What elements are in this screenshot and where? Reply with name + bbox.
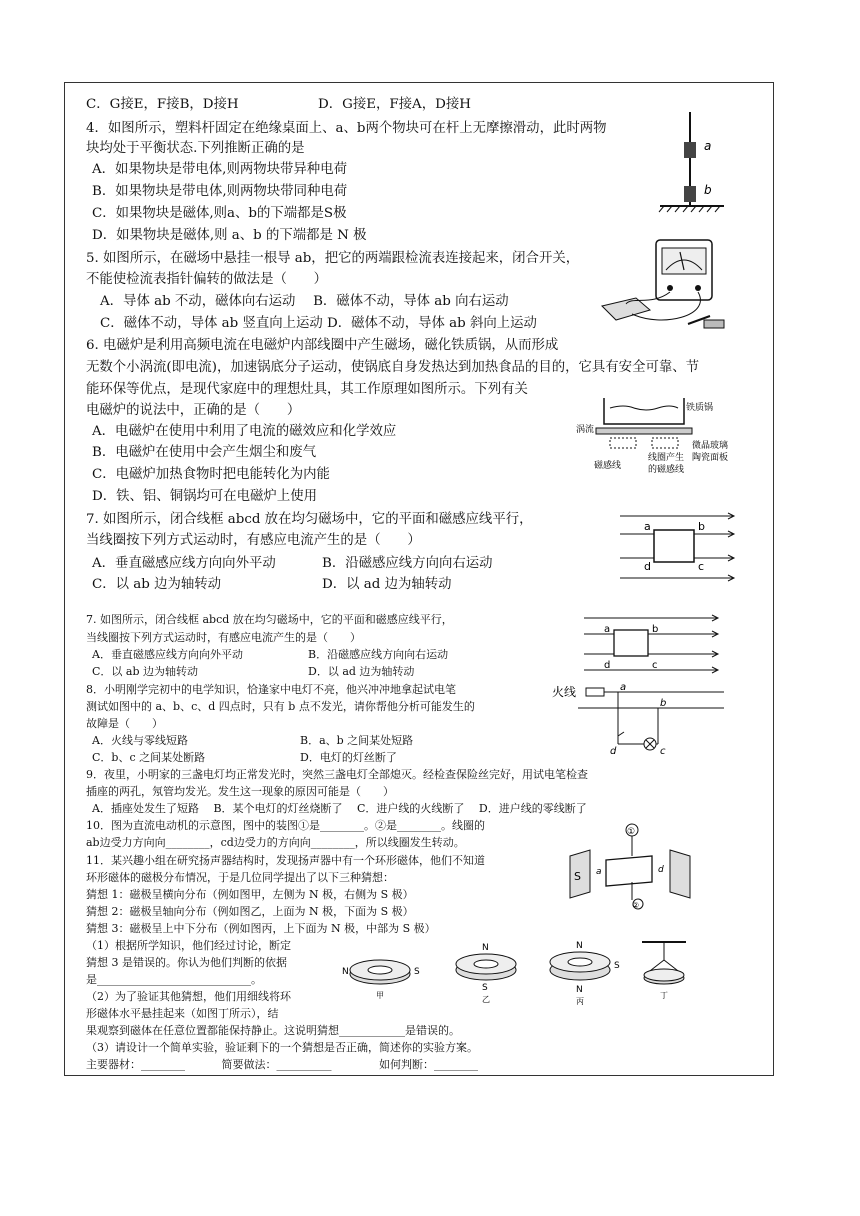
block-b <box>684 186 696 202</box>
rod-label-b: b <box>704 183 712 197</box>
cooker-label-fieldline: 磁感线 <box>594 461 622 471</box>
q5-stem-2: 不能使检流表指针偏转的做法是（ ） <box>86 272 328 287</box>
q8-option-b: B．a、b 之间某处短路 <box>300 734 414 747</box>
frame2-label-d: d <box>604 660 611 671</box>
frame2-label-c: c <box>652 660 658 671</box>
q8-stem: 8．小明刚学完初中的电学知识，恰逢家中电灯不亮，他兴冲冲地拿起试电笔 <box>86 683 456 696</box>
motor-label-s: S <box>574 870 581 883</box>
q5-options-cd: C．磁体不动，导体 ab 竖直向上运动 D．磁体不动，导体 ab 斜向上运动 <box>100 316 537 331</box>
magnet-jia-caption: 甲 <box>376 991 384 1000</box>
q6-option-c: C．电磁炉加热食物时把电能转化为内能 <box>92 467 330 482</box>
q7b-stem-2: 当线圈按下列方式运动时，有感应电流产生的是（ ） <box>86 631 361 644</box>
q11-guess-1: 猜想 1：磁极呈横向分布（例如图甲，左侧为 N 极，右侧为 S 极） <box>86 888 414 901</box>
magnet-ding-caption: 丁 <box>660 991 668 1000</box>
q5-options-ab: A．导体 ab 不动，磁体向右运动 B．磁体不动，导体 ab 向右运动 <box>100 294 509 309</box>
circuit-label-c: c <box>660 746 666 754</box>
q8-option-c: C．b、c 之间某处断路 <box>92 751 206 764</box>
q11-guess-3: 猜想 3：磁极呈上中下分布（例如图丙，上下面为 N 极，中部为 S 极） <box>86 922 436 935</box>
q11-part1: （1）根据所学知识，他们经过讨论，断定 <box>86 939 291 952</box>
q6-option-d: D．铁、铝、铜锅均可在电磁炉上使用 <box>92 489 317 504</box>
q4-option-b: B．如果物块是带电体,则两物块带同种电荷 <box>92 184 348 199</box>
q11-part1-2: 猜想 3 是错误的。你认为他们判断的依据 <box>86 956 287 969</box>
q11-guess-2: 猜想 2：磁极呈轴向分布（例如图乙，上面为 N 极，下面为 S 极） <box>86 905 414 918</box>
q4-option-c: C．如果物块是磁体,则a、b的下端都是S极 <box>92 206 347 221</box>
q10-stem-2: ab边受力方向向________，cd边受力的方向向________，所以线圈发生转动。 <box>86 836 465 849</box>
q7-option-b: B．沿磁感应线方向向右运动 <box>322 556 493 571</box>
cooker-label-panel: 陶瓷面板 <box>692 453 729 463</box>
frame-label-d: d <box>644 560 651 573</box>
frame-label-c: c <box>698 560 705 573</box>
q4-option-d: D．如果物块是磁体,则 a、b 的下端都是 N 极 <box>92 228 367 243</box>
block-a <box>684 142 696 158</box>
magnet-bing-n-bottom: N <box>576 985 583 995</box>
q9-stem: 9．夜里，小明家的三盏电灯均正常发光时，突然三盏电灯全部熄灭。经检查保险丝完好，用试电笔检查 <box>86 768 588 781</box>
frame-field-figure-small <box>582 612 722 678</box>
magnet-bing-n-top: N <box>576 941 583 951</box>
q4-stem-2: 块均处于平衡状态.下列推断正确的是 <box>86 141 305 156</box>
motor-label-1: ① <box>627 827 636 837</box>
cooker-label-glass: 微晶玻璃 <box>692 441 729 451</box>
frame-field-figure <box>616 508 740 586</box>
q8-option-d: D．电灯的灯丝断了 <box>300 751 397 764</box>
circuit-figure <box>552 682 732 754</box>
cooker-label-coil2: 的磁感线 <box>648 465 685 475</box>
q8-stem-2: 测试如图中的 a、b、c、d 四点时，只有 b 点不发光，请你帮他分析可能发生的 <box>86 700 475 713</box>
motor-figure <box>566 822 696 910</box>
q7-option-c: C．以 ab 边为轴转动 <box>92 577 222 592</box>
q6-stem-4: 电磁炉的说法中，正确的是（ ） <box>86 403 301 418</box>
q7b-option-c: C．以 ab 边为轴转动 <box>92 665 199 678</box>
q8-stem-3: 故障是（ ） <box>86 717 163 730</box>
q4-option-a: A．如果物块是带电体,则两物块带异种电荷 <box>92 162 347 177</box>
q11-part2-3: 果观察到磁体在任意位置都能保持静止。这说明猜想____________是错误的。 <box>86 1024 460 1037</box>
magnet-jia-s: S <box>414 967 420 977</box>
q11-part1-3: 是____________________________。 <box>86 973 262 986</box>
magnet-jia-n: N <box>342 967 349 977</box>
frame2-label-b: b <box>652 624 659 635</box>
induction-cooker-figure <box>574 392 744 482</box>
q11-stem-2: 环形磁体的磁极分布情况，于是几位同学提出了以下三种猜想： <box>86 871 394 884</box>
galvanometer-figure <box>592 236 738 336</box>
q7b-stem: 7. 如图所示，闭合线框 abcd 放在均匀磁场中，它的平面和磁感应线平行， <box>86 613 453 626</box>
q6-stem-2: 无数个小涡流(即电流)，加速锅底分子运动，使锅底自身发热达到加热食品的目的，它具有安全可靠、节 <box>86 360 700 375</box>
q11-part2-2: 形磁体水平悬挂起来（如图丁所示），结 <box>86 1007 279 1020</box>
q3-option-c: C．G接E，F接B，D接H <box>86 97 239 112</box>
frame2-label-a: a <box>604 624 611 635</box>
q7b-option-a: A．垂直磁感应线方向向外平动 <box>92 648 243 661</box>
q3-option-d: D．G接E，F接A，D接H <box>318 97 471 112</box>
cooker-label-coil1: 线圈产生 <box>648 453 685 463</box>
q6-option-b: B．电磁炉在使用中会产生烟尘和废气 <box>92 445 317 460</box>
q8-option-a: A．火线与零线短路 <box>92 734 188 747</box>
q11-part2: （2）为了验证其他猜想，他们用细线将环 <box>86 990 291 1003</box>
q7b-option-d: D．以 ad 边为轴转动 <box>308 665 415 678</box>
magnet-yi-n: N <box>482 943 489 953</box>
q10-stem: 10．图为直流电动机的示意图，图中的装图①是________。②是________。线圈的 <box>86 819 485 832</box>
magnet-bing-s: S <box>614 961 620 971</box>
frame-label-b: b <box>698 520 705 533</box>
q7b-option-b: B．沿磁感应线方向向右运动 <box>308 648 449 661</box>
q7-option-d: D．以 ad 边为轴转动 <box>322 577 452 592</box>
cooker-label-eddy: 涡流 <box>576 425 595 435</box>
q7-option-a: A．垂直磁感应线方向向外平动 <box>92 556 276 571</box>
cooker-label-pot: 铁质锅 <box>686 403 714 413</box>
circuit-label-a: a <box>620 682 627 693</box>
q11-part3-2: 主要器材：________ 简要做法：__________ 如何判断：________ <box>86 1058 478 1071</box>
q11-part3: （3）请设计一个简单实验，验证剩下的一个猜想是否正确，简述你的实验方案。 <box>86 1041 478 1054</box>
circuit-label-d: d <box>610 746 617 754</box>
rod-label-a: a <box>704 139 712 153</box>
q6-stem: 6. 电磁炉是利用高频电流在电磁炉内部线圈中产生磁场，磁化铁质锅，从而形成 <box>86 338 559 353</box>
motor-label-a: a <box>596 867 602 877</box>
frame-label-a: a <box>644 520 651 533</box>
q11-stem: 11．某兴趣小组在研究扬声器结构时，发现扬声器中有一个环形磁体，他们不知道 <box>86 854 485 867</box>
ring-magnets-figure <box>340 940 690 1020</box>
circuit-label-b: b <box>660 698 667 709</box>
q9-stem-2: 插座的两孔，氖管均发光。发生这一现象的原因可能是（ ） <box>86 785 394 798</box>
q7-stem-2: 当线圈按下列方式运动时，有感应电流产生的是（ ） <box>86 533 421 548</box>
magnet-yi-s: S <box>482 983 488 993</box>
magnet-yi-caption: 乙 <box>482 995 490 1004</box>
circuit-label-live: 火线 <box>552 685 577 699</box>
q6-stem-3: 能环保等优点，是现代家庭中的理想灶具，其工作原理如图所示。下列有关 <box>86 382 528 397</box>
q9-options: A．插座处发生了短路 B．某个电灯的灯丝烧断了 C．进户线的火线断了 D．进户线的零线断了 <box>92 802 587 815</box>
q5-stem: 5. 如图所示，在磁场中悬挂一根导 ab，把它的两端跟检流表连接起来，闭合开关， <box>86 251 580 266</box>
rod-figure <box>652 108 732 218</box>
motor-label-2: ② <box>632 901 640 910</box>
q6-option-a: A．电磁炉在使用中利用了电流的磁效应和化学效应 <box>92 424 397 439</box>
q7-stem: 7. 如图所示，闭合线框 abcd 放在均匀磁场中，它的平面和磁感应线平行， <box>86 512 533 527</box>
magnet-bing-caption: 丙 <box>576 997 584 1006</box>
q4-stem: 4．如图所示，塑料杆固定在绝缘桌面上、a、b两个物块可在杆上无摩擦滑动，此时两物 <box>86 121 607 136</box>
motor-label-d: d <box>658 865 664 875</box>
